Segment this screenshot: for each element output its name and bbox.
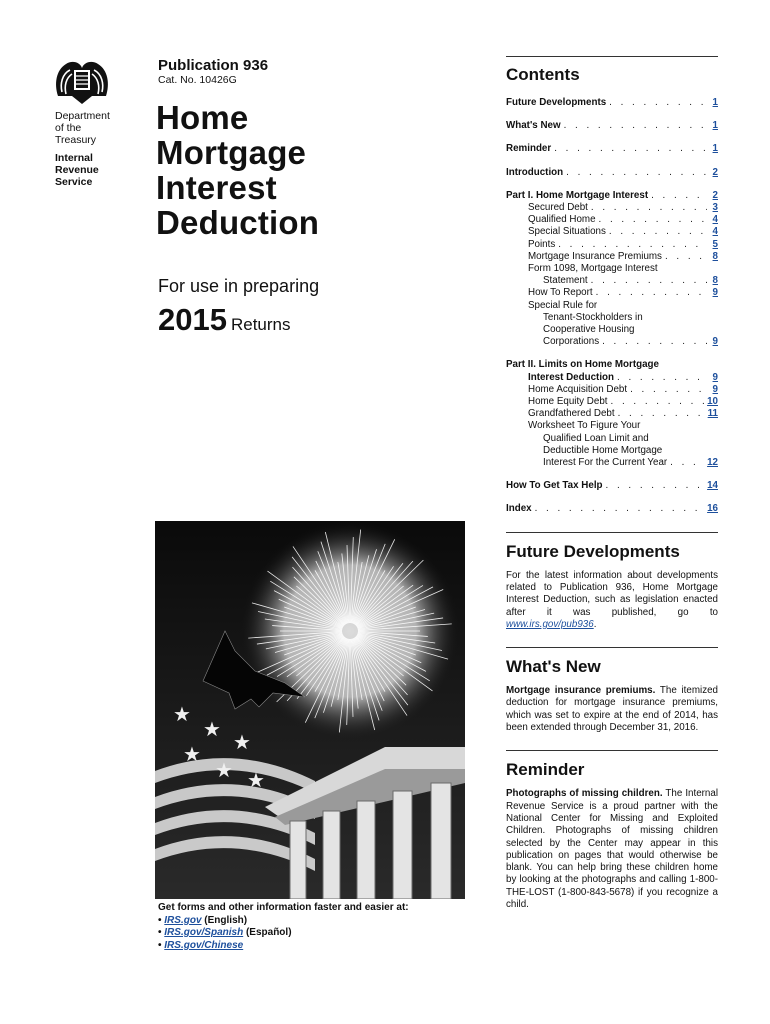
toc-entry-line: Deductible Home Mortgage [543,444,663,456]
irs-eagle-logo-icon [52,56,112,106]
catalog-number: Cat. No. 10426G [158,74,237,86]
agency-block [55,110,110,188]
title-line: Deduction [156,204,320,241]
toc-entry[interactable]: Qualified Home . . . 4 [506,214,718,226]
toc-page-link[interactable]: 1 [712,97,718,108]
toc-entry[interactable]: What's New . . . 1 [506,120,718,132]
toc-page-link[interactable]: 1 [712,143,718,155]
toc-page-link[interactable]: 1 [712,120,718,132]
toc-page-link[interactable]: 10 [707,396,718,408]
get-forms-item: • IRS.gov (English) [158,914,248,926]
get-forms-heading: Get forms and other information faster and easier at: [158,902,409,913]
section-rule [506,647,718,648]
toc-page-link[interactable]: 11 [707,408,718,420]
table-of-contents [506,97,718,516]
toc-page-link[interactable]: 2 [712,166,718,178]
reminder-section [506,750,718,911]
toc-entry[interactable]: Statement . . . 8 [506,275,718,287]
toc-page-link[interactable]: 3 [712,202,718,214]
tax-year-line [158,302,291,338]
title-line: Interest [156,169,277,206]
toc-page-link[interactable]: 14 [707,480,718,492]
toc-page-link[interactable]: 9 [712,371,718,383]
toc-entry-line: Special Rule for [528,299,598,311]
toc-entry[interactable]: Interest Deduction . . . 9 [506,372,718,384]
reminder-text: Photographs of missing children. The Internal Revenue Service is a proud partner with the National Center for Missing and Exploited Children. Photographs of missing children selected by the Center may appear in this publication on pages that would otherwise be blank. You can help bring these children home by looking at the photographs and calling 1-800-THE-LOST (1-800-843-5678) if you recognize a child. [506,788,718,911]
toc-entry[interactable]: How To Report . . . 9 [506,287,718,299]
svg-text:★: ★ [183,742,201,766]
toc-entry[interactable]: Future Developments . . . 1 [506,97,718,109]
toc-entry-line: Tenant-Stockholders in [543,311,643,323]
toc-entry-line: Worksheet To Figure Your [528,420,641,432]
page-title [156,100,456,240]
whats-new-heading: What's New [506,657,601,677]
toc-page-link[interactable]: 8 [712,250,718,262]
publication-number: Publication 936 [158,57,269,74]
cover-photo [155,521,465,899]
toc-entry[interactable]: Secured Debt . . . 3 [506,202,718,214]
irs-gov-chinese-link[interactable]: IRS.gov/Chinese [164,939,244,951]
toc-entry[interactable]: Interest For the Current Year . . . 12 [506,457,718,469]
toc-page-link[interactable]: 8 [712,275,718,287]
toc-entry[interactable]: Mortgage Insurance Premiums . . . 8 [506,251,718,263]
toc-entry[interactable]: Special Situations . . . 4 [506,226,718,238]
contents-heading: Contents [506,65,580,84]
toc-page-link[interactable]: 12 [707,457,718,469]
toc-entry[interactable]: Home Acquisition Debt . . . 9 [506,384,718,396]
toc-entry[interactable]: Grandfathered Debt . . . 11 [506,408,718,420]
svg-text:★: ★ [233,730,251,754]
toc-page-link[interactable]: 4 [712,226,718,238]
toc-page-link[interactable]: 9 [712,383,718,395]
toc-entry[interactable]: Part I. Home Mortgage Interest . . . 2 [506,190,718,202]
irs-line: Service [55,176,93,188]
section-rule [506,750,718,751]
section-rule [506,532,718,533]
toc-page-link[interactable]: 9 [712,287,718,299]
dept-line: Department [55,110,110,122]
toc-entry[interactable]: Introduction . . . 2 [506,167,718,179]
toc-entry[interactable]: Corporations . . . 9 [506,336,718,348]
returns-word: Returns [230,315,291,334]
dept-line: Treasury [55,134,97,146]
get-forms-item: • IRS.gov/Spanish (Español) [158,927,292,938]
toc-entry-line: Part II. Limits on Home Mortgage [506,359,659,371]
toc-entry[interactable]: Index . . . 16 [506,503,718,515]
toc-entry-line: Form 1098, Mortgage Interest [528,263,658,275]
future-developments-heading: Future Developments [506,541,680,561]
irs-line: Internal [55,152,93,164]
toc-page-link[interactable]: 4 [712,214,718,226]
get-forms-item: • IRS.gov/Chinese [158,939,244,951]
for-use-text: For use in preparing [158,276,320,296]
svg-text:★: ★ [247,768,265,792]
svg-text:★: ★ [215,758,233,782]
toc-entry[interactable]: Points . . . 5 [506,239,718,251]
dept-line: of the [55,122,82,134]
toc-page-link[interactable]: 5 [712,238,718,250]
toc-entry[interactable]: How To Get Tax Help . . . 14 [506,480,718,492]
whats-new-text: Mortgage insurance premiums. The itemized deduction for mortgage insurance premiums, which was set to expire at the end of 2014, has been extended through December 31, 2016. [506,685,718,734]
irs-line: Revenue [55,164,99,176]
link-suffix: (Español) [243,927,292,938]
irs-gov-spanish-link[interactable]: IRS.gov/Spanish [164,927,244,938]
toc-entry[interactable]: Reminder . . . 1 [506,143,718,155]
future-developments-section [506,532,718,631]
right-column [506,56,718,911]
section-rule [506,56,718,57]
toc-page-link[interactable]: 9 [712,336,718,348]
future-developments-text: For the latest information about developments related to Publication 936, Home Mortgage Interest Deduction, such as legislation enacted after it was published, go to www.irs.gov/pub936. [506,569,718,630]
tax-year: 2015 [158,302,227,337]
title-line: Mortgage [156,134,307,171]
toc-entry[interactable]: Home Equity Debt . . . 10 [506,396,718,408]
svg-text:★: ★ [203,717,221,741]
link-suffix: (English) [201,914,248,926]
toc-entry-line: Qualified Loan Limit and [543,432,649,444]
reminder-heading: Reminder [506,760,585,780]
toc-entry-line: Cooperative Housing [543,324,635,336]
irs-gov-link[interactable]: IRS.gov [164,914,202,926]
get-forms-block [158,902,409,952]
toc-page-link[interactable]: 2 [712,189,718,201]
toc-page-link[interactable]: 16 [707,503,718,515]
title-line: Home [156,99,249,136]
pub936-link[interactable]: www.irs.gov/pub936 [506,618,594,630]
whats-new-section [506,647,718,734]
svg-text:★: ★ [173,702,191,726]
